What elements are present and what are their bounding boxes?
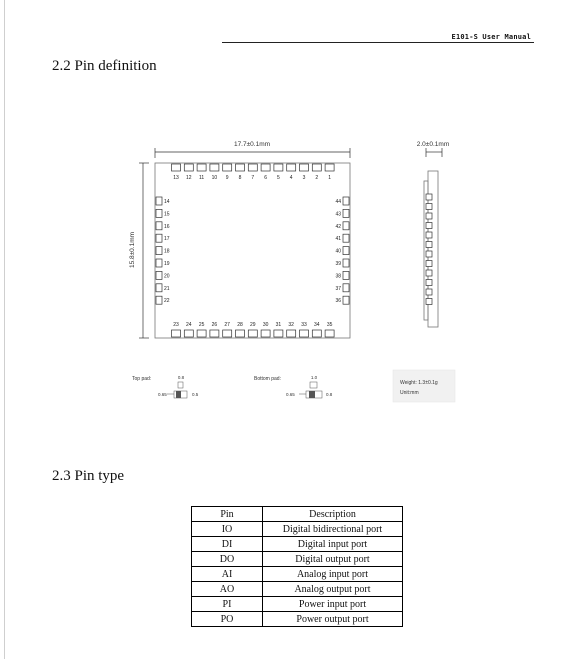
running-header: E101-S User Manual [451, 33, 531, 41]
pin-number-top: 4 [289, 175, 293, 181]
pin-pad-top [184, 164, 193, 171]
side-view-pad [426, 261, 432, 267]
pin-pad-right [343, 234, 349, 242]
pin-pad-top [274, 164, 283, 171]
bottom-pad-right: 0.8 [326, 392, 333, 397]
pin-number-left: 15 [164, 211, 170, 218]
pin-pad-bottom [236, 330, 245, 337]
pin-number-right: 36 [335, 298, 341, 305]
width-dimension-label: 17.7±0.1mm [233, 141, 271, 148]
description-cell: Digital input port [263, 537, 403, 552]
pin-number-right: 41 [335, 236, 341, 243]
pin-number-bottom: 26 [211, 322, 218, 328]
pin-number-top: 7 [251, 175, 255, 181]
side-view-pad [426, 204, 432, 210]
pin-pad-left [156, 284, 162, 292]
pin-pad-top [172, 164, 181, 171]
pin-pad-bottom [325, 330, 334, 337]
side-view-pad [426, 242, 432, 248]
pin-number-top: 8 [238, 175, 242, 181]
pin-number-top: 13 [173, 175, 179, 181]
pin-number-bottom: 28 [237, 322, 243, 328]
pin-number-top: 1 [328, 175, 331, 181]
pin-pad-top [236, 164, 245, 171]
pin-pad-bottom [274, 330, 283, 337]
pin-cell: AO [192, 582, 263, 597]
pin-number-right: 40 [335, 248, 341, 255]
pin-number-bottom: 24 [186, 322, 192, 328]
pin-number-bottom: 33 [301, 322, 307, 328]
pin-cell: DI [192, 537, 263, 552]
pin-number-right: 44 [335, 199, 341, 205]
pin-cell: PI [192, 597, 263, 612]
table-row [192, 582, 403, 597]
pin-pad-right [343, 284, 349, 292]
side-view-pad [426, 223, 432, 229]
weight-text: Weight: 1.3±0.1g [400, 380, 438, 386]
top-pad-detail [132, 375, 199, 398]
pin-pad-bottom [184, 330, 193, 337]
pin-pad-top [223, 164, 232, 171]
pin-pad-right [343, 296, 349, 304]
pin-pad-bottom [223, 330, 232, 337]
pin-number-left: 21 [164, 285, 170, 292]
bottom-pad-width: 1.0 [310, 375, 318, 380]
description-cell: Power output port [263, 612, 403, 627]
section-title-pin-definition: 2.2 Pin definition [52, 58, 157, 74]
pin-number-right: 43 [335, 211, 341, 218]
top-pad-width: 0.8 [177, 375, 185, 380]
pin-pad-right [343, 271, 349, 279]
pin-pad-top [300, 164, 309, 171]
weight-box [393, 370, 455, 402]
pin-number-left: 17 [164, 236, 170, 243]
pin-number-bottom: 34 [314, 322, 320, 328]
side-dimension-label: 2.0±0.1mm [416, 141, 450, 148]
description-cell: Power input port [263, 597, 403, 612]
pin-pad-left [156, 222, 162, 230]
pin-number-top: 10 [211, 175, 218, 181]
side-view-pad [426, 270, 432, 276]
pin-number-bottom: 23 [173, 322, 179, 328]
pin-pad-top [197, 164, 206, 171]
pin-number-bottom: 32 [288, 322, 294, 328]
pin-pad-bottom [210, 330, 219, 337]
table-row [192, 612, 403, 627]
pin-number-top: 9 [225, 175, 229, 181]
pin-number-bottom: 29 [250, 322, 256, 328]
pin-pad-left [156, 197, 162, 205]
pin-pad-bottom [287, 330, 296, 337]
pin-number-top: 5 [277, 175, 280, 181]
unit-text: Unit:mm [400, 390, 419, 396]
table-header-row [192, 507, 403, 522]
pin-pad-bottom [261, 330, 270, 337]
pin-number-left: 14 [164, 199, 170, 205]
pin-number-right: 37 [335, 285, 341, 292]
side-view-pad [426, 232, 432, 238]
pin-cell: DO [192, 552, 263, 567]
pin-cell: IO [192, 522, 263, 537]
pin-number-bottom: 25 [198, 322, 205, 328]
bottom-pad-detail [254, 375, 333, 398]
pin-number-right: 39 [335, 261, 341, 267]
pin-pad-bottom [248, 330, 257, 337]
pin-number-bottom: 30 [262, 322, 269, 328]
pin-pad-top [312, 164, 321, 171]
side-view-pad [426, 213, 432, 219]
pin-number-top: 3 [302, 175, 306, 181]
pin-number-top: 2 [315, 175, 319, 181]
pin-number-right: 42 [335, 223, 341, 230]
description-cell: Analog output port [263, 582, 403, 597]
pin-number-top: 6 [264, 175, 267, 181]
pin-number-bottom: 27 [224, 322, 230, 328]
table-row [192, 522, 403, 537]
pin-number-top: 12 [186, 175, 192, 181]
header-description: Description [263, 507, 403, 522]
side-view-pad [426, 251, 432, 257]
side-view-pad [426, 299, 432, 305]
pin-number-bottom: 35 [326, 322, 333, 328]
pin-number-top: 11 [198, 175, 205, 181]
description-cell: Analog input port [263, 567, 403, 582]
pin-number-right: 38 [335, 273, 341, 280]
pin-pad-right [343, 209, 349, 217]
side-view-pad [426, 280, 432, 286]
pin-pad-left [156, 234, 162, 242]
pin-cell: PO [192, 612, 263, 627]
pin-pad-bottom [172, 330, 181, 337]
pin-number-bottom: 31 [275, 322, 282, 328]
pin-pad-right [343, 247, 349, 255]
table-row [192, 567, 403, 582]
pin-number-left: 20 [164, 273, 170, 280]
pin-pad-right [343, 259, 349, 267]
pin-pad-left [156, 296, 162, 304]
pin-pad-top [325, 164, 334, 171]
pin-pad-right [343, 222, 349, 230]
description-cell: Digital bidirectional port [263, 522, 403, 537]
pin-pad-left [156, 247, 162, 255]
pin-number-left: 16 [164, 223, 170, 230]
bottom-pad-label: Bottom pad: [254, 376, 281, 382]
pin-number-left: 19 [164, 261, 170, 267]
table-row [192, 552, 403, 567]
pin-type-table [191, 506, 403, 627]
pin-pad-bottom [197, 330, 206, 337]
pin-cell: AI [192, 567, 263, 582]
pin-number-left: 22 [164, 298, 170, 305]
top-pad-right: 0.5 [192, 392, 199, 397]
pin-pad-top [210, 164, 219, 171]
side-view-pad [426, 289, 432, 295]
pin-pad-left [156, 259, 162, 267]
top-pad-left: 0.65 [158, 392, 167, 397]
pin-pad-bottom [312, 330, 321, 337]
pin-pad-left [156, 271, 162, 279]
pin-pad-bottom [300, 330, 309, 337]
pin-pad-left [156, 209, 162, 217]
side-view-pad [426, 194, 432, 200]
height-dimension-label: 15.8±0.1mm [129, 231, 136, 269]
table-row [192, 597, 403, 612]
header-pin: Pin [192, 507, 263, 522]
description-cell: Digital output port [263, 552, 403, 567]
table-row [192, 537, 403, 552]
bottom-pad-left: 0.65 [286, 392, 295, 397]
pin-number-left: 18 [164, 248, 170, 255]
pin-pad-right [343, 197, 349, 205]
pin-pad-top [287, 164, 296, 171]
pin-pad-top [261, 164, 270, 171]
section-title-pin-type: 2.3 Pin type [52, 468, 125, 484]
top-pad-label: Top pad: [132, 376, 152, 382]
pin-pad-top [248, 164, 257, 171]
